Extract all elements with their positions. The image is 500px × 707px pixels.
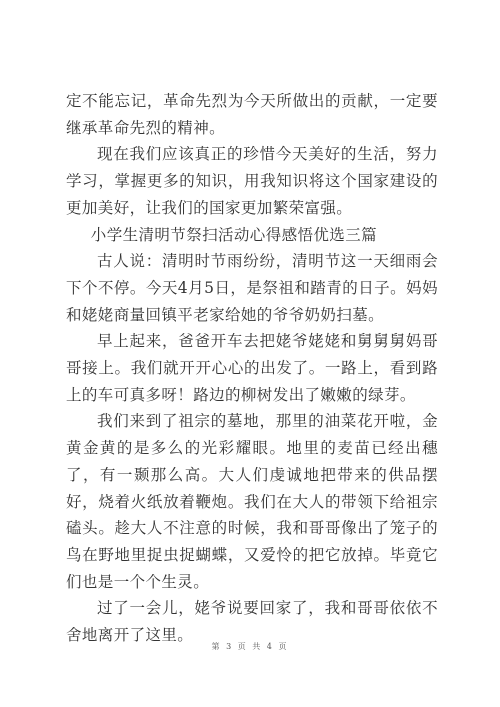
paragraph: 我们来到了祖宗的墓地，那里的油菜花开啦，金黄金黄的是多么的光彩耀眼。地里的麦苗已经出穗了，有一颞那么高。大人们虔诚地把带来的供品摆好，烧着火纸放着鞭炮。我们在大人的带领下给祖宗磕头。趁大人不注意的时候，我和哥哥像出了笼子的鸟在野地里捉虫捉蝴蝶，又爱怜的把它放掉。毕竟它们也是一个个生灵。 — [66, 412, 438, 591]
paragraph: 古人说：清明时节雨纷纷，清明节这一天细雨会下个不停。今天4月5日，是祭祖和踏青的日子。妈妈和姥姥商量回镇平老家给她的爷爷奶奶扫墓。 — [66, 252, 438, 324]
paragraph: 早上起来，爸爸开车去把姥爷姥姥和舅舅舅妈哥哥接上。我们就开开心心的出发了。一路上，看到路上的车可真多呀！路边的柳树发出了嫩嫩的绿芽。 — [66, 332, 438, 404]
page-number-footer: 第 3 页 共 4 页 — [211, 642, 289, 651]
paragraph-continuation: 定不能忘记，革命先烈为今天所做出的贡献，一定要继承革命先烈的精神。 — [66, 92, 438, 137]
document-body — [66, 88, 438, 649]
paragraph: 过了一会儿，姥爷说要回家了，我和哥哥依依不舍地离开了这里。 — [66, 599, 438, 645]
section-title: 小学生清明节祭扫活动心得感悟优选三篇 — [90, 225, 377, 244]
paragraph: 现在我们应该真正的珍惜今天美好的生活，努力学习，掌握更多的知识，用我知识将这个国家建设的更加美好，让我们的国家更加繁荣富强。 — [66, 145, 438, 217]
